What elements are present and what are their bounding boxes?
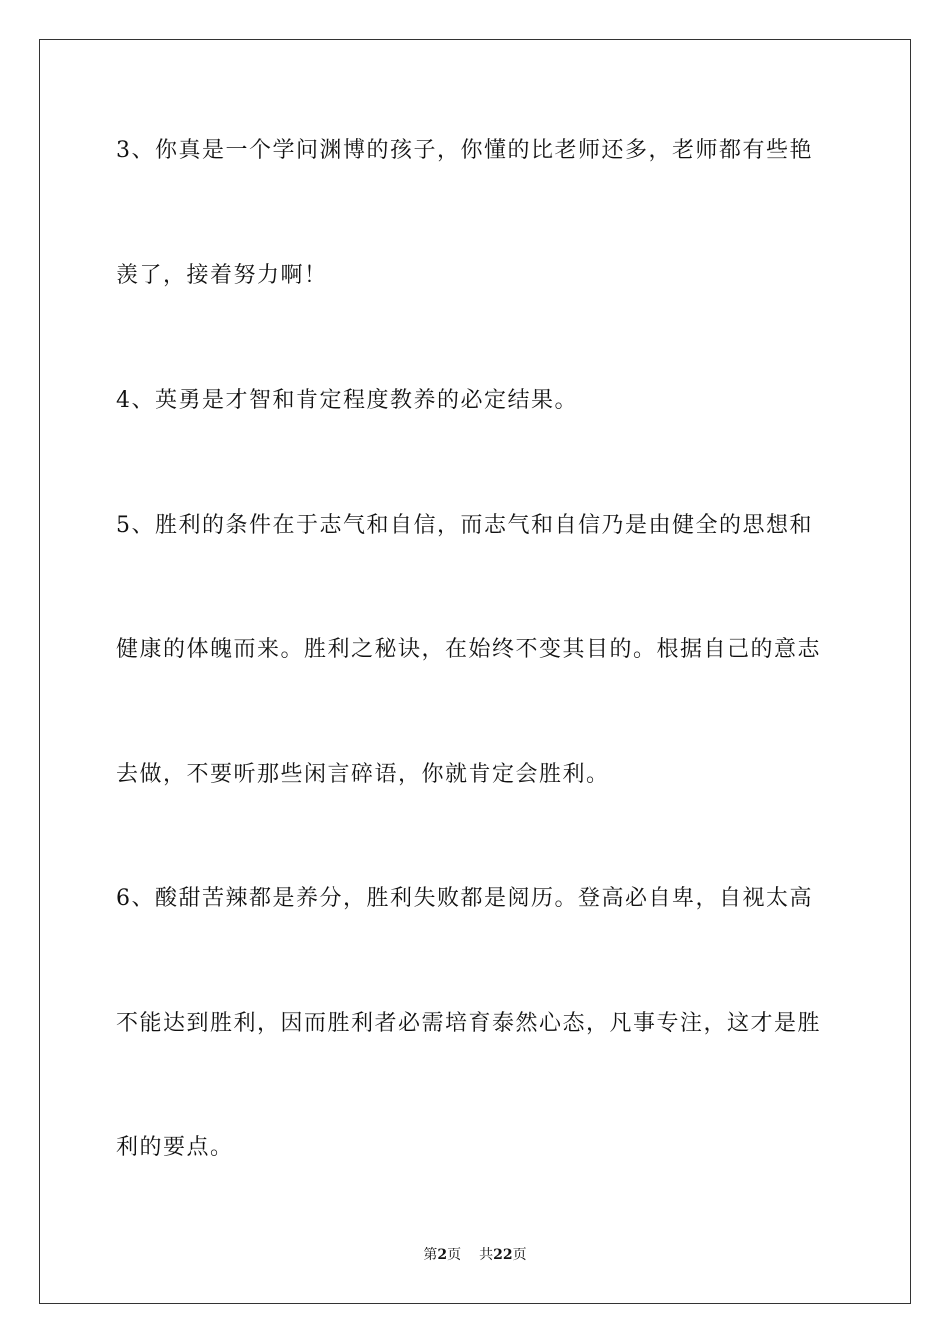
text-line: 健康的体魄而来。胜利之秘诀，在始终不变其目的。根据自己的意志 <box>116 637 822 662</box>
text-line: 不能达到胜利，因而胜利者必需培育泰然心态，凡事专注，这才是胜 <box>116 1011 822 1036</box>
page-total: 22 <box>493 1247 513 1263</box>
page-footer <box>0 1246 950 1264</box>
page-suffix: 页 <box>447 1247 462 1263</box>
text-line: 利的要点。 <box>116 1135 234 1160</box>
total-suffix: 页 <box>512 1247 527 1263</box>
text-line: 去做，不要听那些闲言碎语，你就肯定会胜利。 <box>116 762 610 787</box>
text-line: 5、胜利的条件在于志气和自信，而志气和自信乃是由健全的思想和 <box>116 513 813 538</box>
text-line: 6、酸甜苦辣都是养分，胜利失败都是阅历。登高必自卑，自视太高 <box>116 886 813 911</box>
text-line: 3、你真是一个学问渊博的孩子，你懂的比老师还多，老师都有些艳 <box>116 138 813 163</box>
text-line: 4、英勇是才智和肯定程度教养的必定结果。 <box>116 388 578 413</box>
page-prefix: 第 <box>423 1247 438 1263</box>
text-line: 羡了，接着努力啊！ <box>116 263 328 288</box>
page-current: 2 <box>437 1247 448 1263</box>
total-prefix: 共 <box>479 1247 494 1263</box>
page-border <box>39 39 911 1304</box>
